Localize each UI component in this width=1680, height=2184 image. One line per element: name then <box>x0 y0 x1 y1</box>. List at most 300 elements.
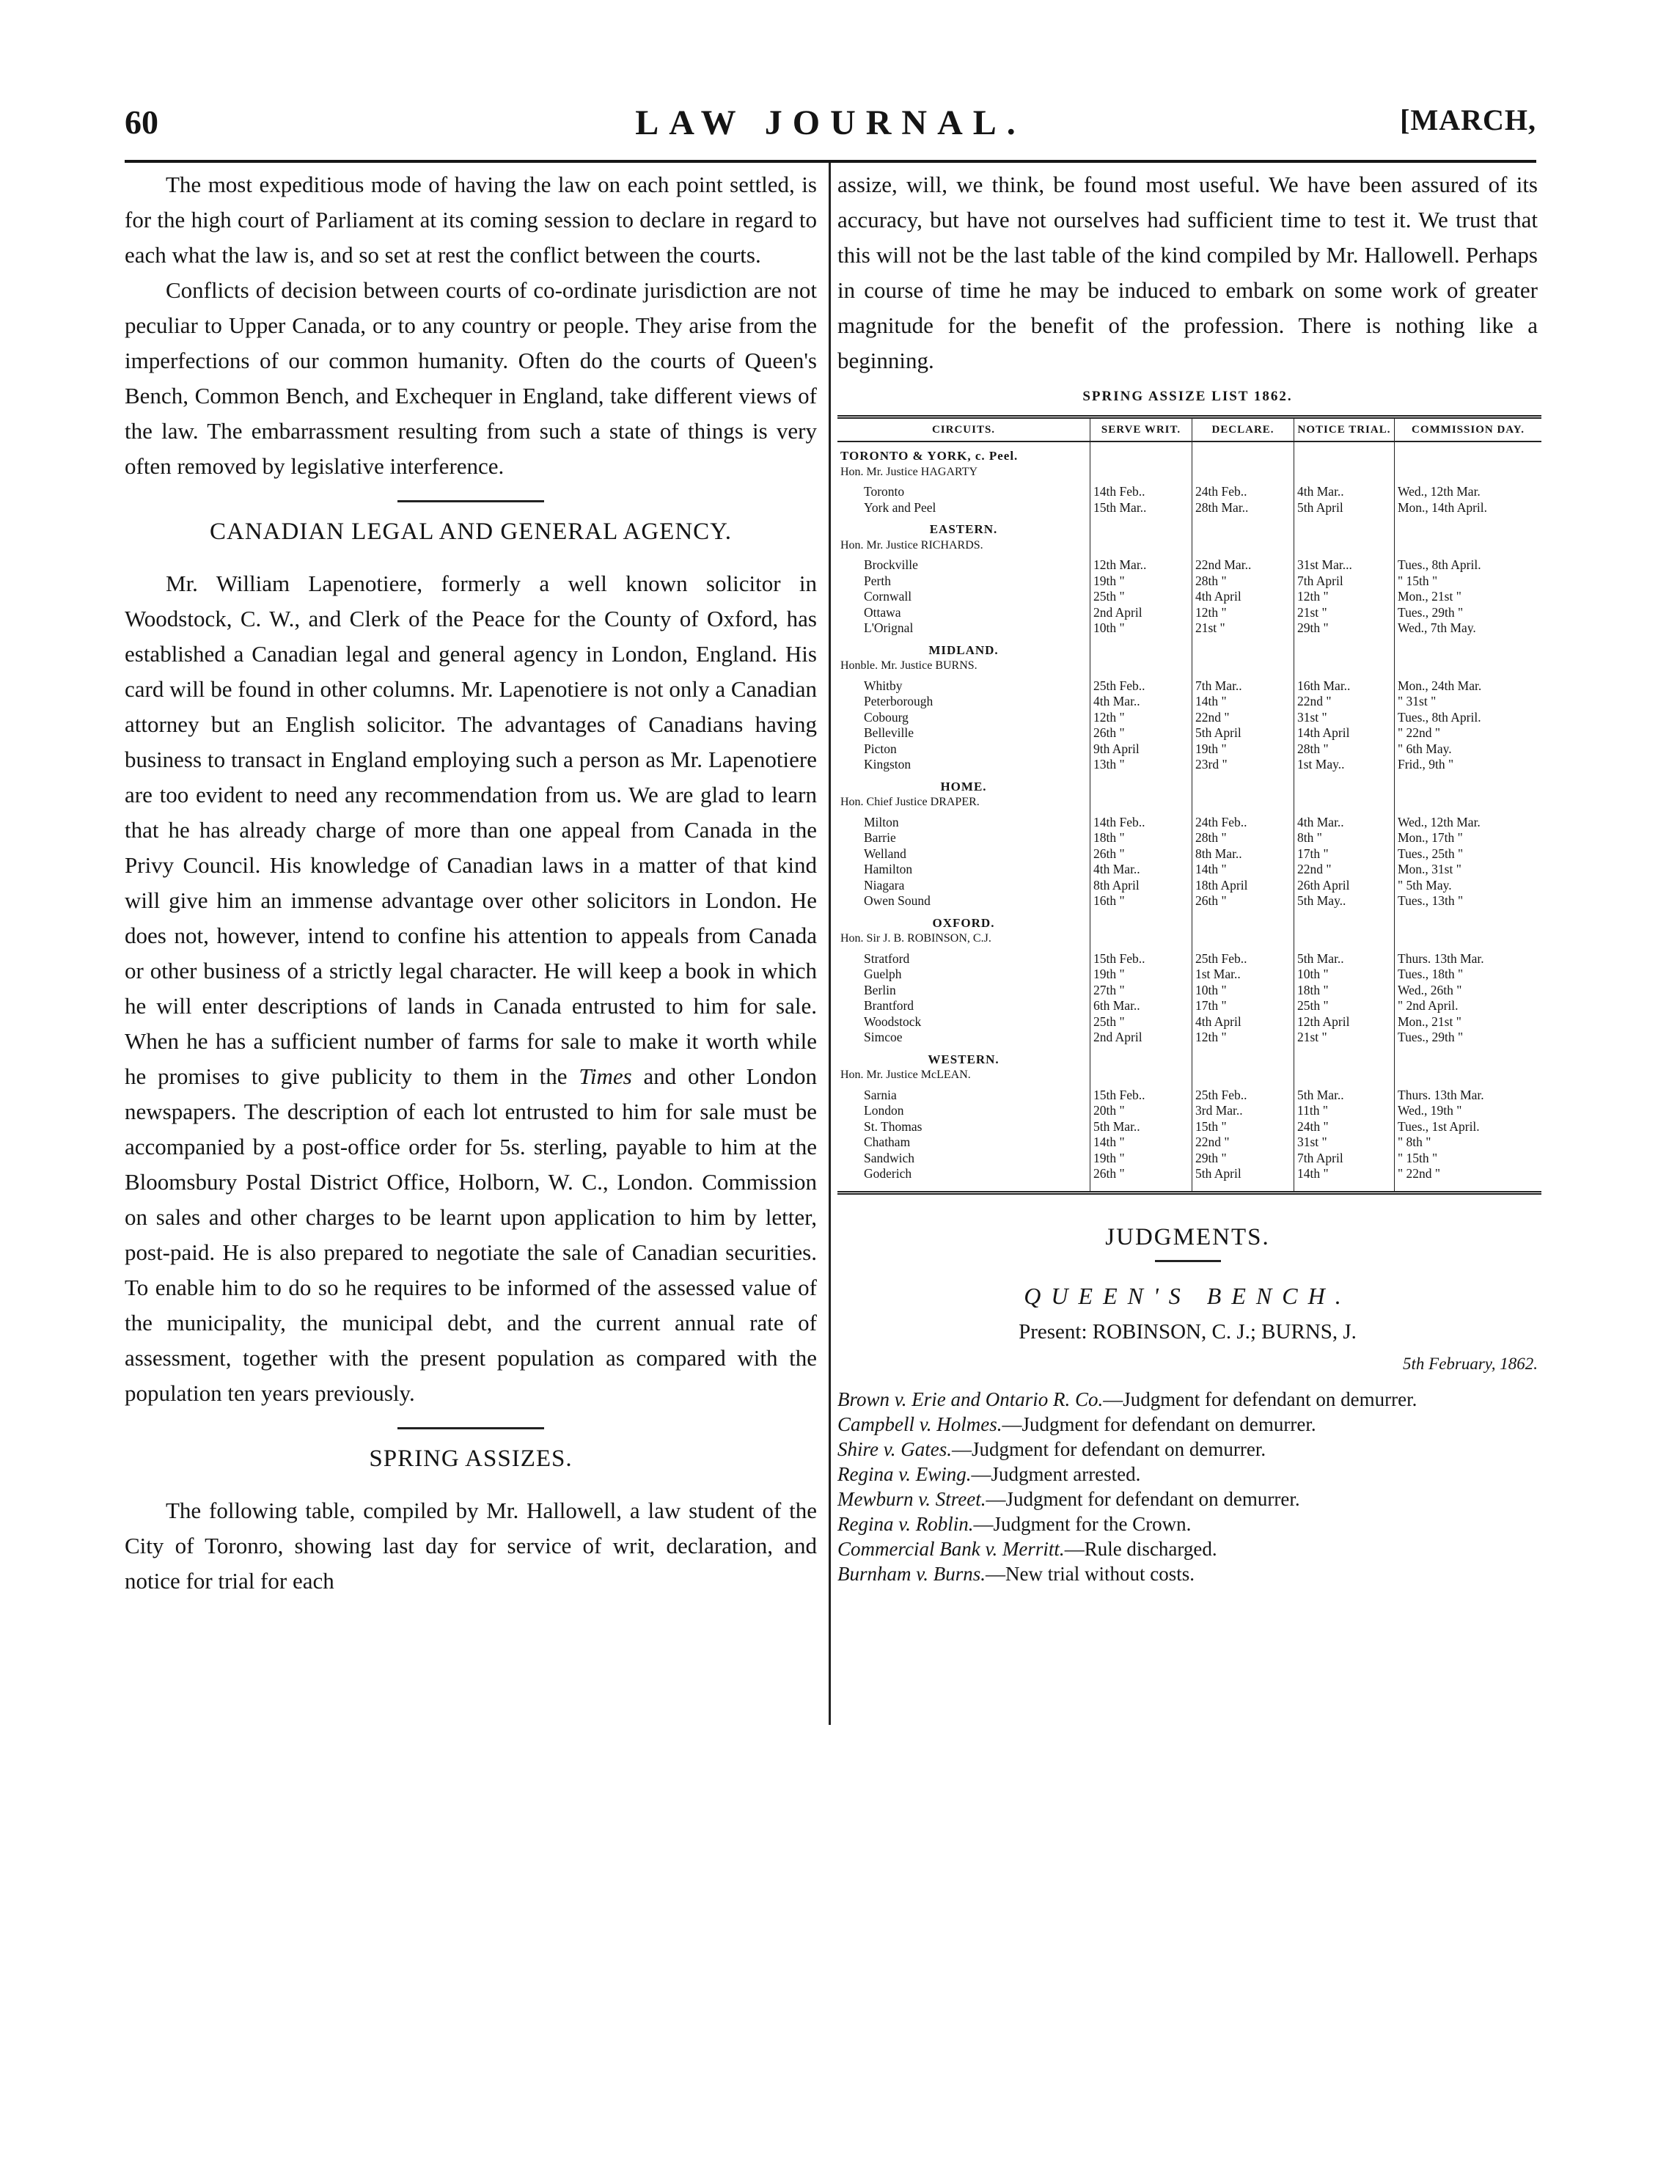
serve-writ-date: 25th " <box>1090 1014 1192 1030</box>
declare-date: 7th Mar.. <box>1192 678 1294 695</box>
table-row <box>837 757 1541 773</box>
empty-cell <box>1294 516 1395 538</box>
paragraph-assize-continued: assize, will, we think, be found most useful. We have been assured of its accuracy, but have not ourselves had sufficient time to test it. We trust that this will not be the last table of the kind compiled by Mr. Hallowell. Perhaps in course of time he may be induced to embark on some work of greater magnitude for the benefit of the profession. There is nothing like a beginning. <box>837 172 1538 373</box>
table-row <box>837 830 1541 846</box>
case-judgment: —Judgment for defendant on demurrer. <box>951 1437 1266 1460</box>
col-header-serve-writ: SERVE WRIT. <box>1090 417 1192 442</box>
table-row <box>837 710 1541 726</box>
serve-writ-date: 15th Feb.. <box>1090 951 1192 967</box>
town-name: Cobourg <box>864 709 909 725</box>
empty-cell <box>1395 441 1542 464</box>
empty-cell <box>1090 658 1192 678</box>
declare-date: 24th Feb.. <box>1192 484 1294 500</box>
declare-date: 12th " <box>1192 1030 1294 1046</box>
town-name: Niagara <box>864 877 905 893</box>
serve-writ-date: 20th " <box>1090 1103 1192 1119</box>
empty-cell <box>1090 773 1192 795</box>
list-item <box>837 1387 1538 1412</box>
serve-writ-date: 27th " <box>1090 983 1192 999</box>
journal-title: LAW JOURNAL. <box>635 103 1026 142</box>
list-item <box>837 1412 1538 1437</box>
notice-trial-date: 17th " <box>1294 846 1395 862</box>
empty-cell <box>1090 538 1192 558</box>
town-name: Peterborough <box>864 694 933 708</box>
serve-writ-date: 6th Mar.. <box>1090 998 1192 1014</box>
empty-cell <box>1192 773 1294 795</box>
circuit-name: EASTERN. <box>929 522 998 536</box>
town-name: Perth <box>864 573 891 588</box>
commission-day: " 15th " <box>1395 1151 1542 1167</box>
circuit-judge-row <box>837 1067 1541 1088</box>
commission-day: Mon., 31st " <box>1395 862 1542 878</box>
paragraph-agency <box>125 566 817 1411</box>
table-row <box>837 500 1541 516</box>
declare-date: 28th Mar.. <box>1192 500 1294 516</box>
case-judgment: —Judgment for the Crown. <box>973 1512 1192 1535</box>
table-row <box>837 878 1541 894</box>
circuit-judge: Hon. Sir J. B. ROBINSON, C.J. <box>840 932 991 945</box>
column-divider <box>829 163 831 1725</box>
town-name: Whitby <box>864 678 903 693</box>
table-row <box>837 967 1541 983</box>
circuit-judge: Hon. Chief Justice DRAPER. <box>840 796 980 808</box>
empty-cell <box>1294 909 1395 931</box>
notice-trial-date: 5th April <box>1294 500 1395 516</box>
case-name: Commercial Bank v. Merritt. <box>837 1537 1065 1560</box>
town-name: Ottawa <box>864 604 901 620</box>
notice-trial-date: 31st " <box>1294 1135 1395 1151</box>
declare-date: 5th April <box>1192 1166 1294 1182</box>
empty-cell <box>1395 538 1542 558</box>
declare-date: 22nd " <box>1192 710 1294 726</box>
table-header-row <box>837 417 1541 442</box>
serve-writ-date: 19th " <box>1090 967 1192 983</box>
town-name: Hamilton <box>864 862 913 876</box>
town-name: Goderich <box>864 1166 912 1181</box>
circuit-name: HOME. <box>940 779 987 794</box>
table-row <box>837 694 1541 710</box>
empty-cell <box>1294 931 1395 951</box>
town-name: Sarnia <box>864 1087 897 1102</box>
empty-cell <box>1090 931 1192 951</box>
serve-writ-date: 2nd April <box>1090 1030 1192 1046</box>
town-name: L'Orignal <box>864 620 914 635</box>
notice-trial-date: 18th " <box>1294 983 1395 999</box>
town-name: Belleville <box>864 725 914 740</box>
table-row <box>837 1119 1541 1135</box>
case-name: Regina v. Roblin. <box>837 1512 974 1535</box>
circuit-judge: Hon. Mr. Justice HAGARTY <box>840 465 978 478</box>
town-name: Barrie <box>864 830 896 845</box>
commission-day: Tues., 29th " <box>1395 1030 1542 1046</box>
assize-table-body <box>837 441 1541 1192</box>
case-list <box>837 1387 1538 1586</box>
paragraph-conflicts: Conflicts of decision between courts of co-ordinate jurisdiction are not peculiar to Upper Canada, or to any country or people. They arise from the imperfections of our common humanity. Often do the courts of Queen's Bench, Common Bench, and Exchequer in England, take different views of the law. The embarrassment resulting from such a state of things is very often removed by legislative interference. <box>125 277 817 479</box>
case-name: Burnham v. Burns. <box>837 1562 986 1585</box>
agency-text-b: and other London newspapers. The description of each lot entrusted to him for sale must be accompanied by a post-office order for 5s. sterling, payable to him at the Bloomsbury Postal District Office, Holborn, W. C., London. Commission on sales and other charges to be learnt upon application to him by letter, post-paid. He is also prepared to negotiate the sale of Canadian securities. To enable him to do so he requires to be informed of the assessed value of the municipality, the municipal debt, and the current annual rate of assessment, together with the present population as compared with the population ten years previously. <box>125 1063 818 1406</box>
agency-text-a: Mr. William Lapenotiere, formerly a well known solicitor in Woodstock, C. W., and Clerk of the Peace for the County of Oxford, has established a Canadian legal and general agency in London, England. His card will be found in other columns. Mr. Lapenotiere is not only a Canadian attorney but an English solicitor. The advantages of Canadians having business to transact in England employing such a person as Mr. Lapenotiere are too evident to need any recommendation from us. We are glad to learn that he has already charge of more than one appeal from Canada in the Privy Council. His knowledge of Canadian laws in a matter of that kind will give him an immense advantage over other solicitors in London. He does not, however, intend to confine his attention to appeals from Canada or other business of a strictly legal character. He will keep a book in which he will enter descriptions of lands in Canada entrusted to him for sale. When he has a sufficient number of farms for sale to make it worth while he promises to give publicity to them in the <box>125 571 817 1089</box>
empty-cell <box>1294 1182 1395 1193</box>
empty-cell <box>1090 516 1192 538</box>
case-judgment: —Judgment for defendant on demurrer. <box>1002 1412 1316 1435</box>
notice-trial-date: 11th " <box>1294 1103 1395 1119</box>
serve-writ-date: 16th " <box>1090 893 1192 909</box>
empty-cell <box>1192 1182 1294 1193</box>
list-item <box>837 1437 1538 1462</box>
empty-cell <box>1294 464 1395 485</box>
assize-table-title: SPRING ASSIZE LIST 1862. <box>1082 389 1293 404</box>
declare-date: 18th April <box>1192 878 1294 894</box>
declare-date: 14th " <box>1192 862 1294 878</box>
notice-trial-date: 22nd " <box>1294 694 1395 710</box>
empty-cell <box>1395 516 1542 538</box>
table-row <box>837 951 1541 967</box>
notice-trial-date: 21st " <box>1294 1030 1395 1046</box>
empty-cell <box>1090 637 1192 659</box>
notice-trial-date: 24th " <box>1294 1119 1395 1135</box>
circuit-judge: Hon. Mr. Justice RICHARDS. <box>840 538 983 552</box>
notice-trial-date: 4th Mar.. <box>1294 815 1395 831</box>
empty-cell <box>837 1182 1090 1193</box>
commission-day: Mon., 17th " <box>1395 830 1542 846</box>
empty-cell <box>1294 441 1395 464</box>
town-name: Woodstock <box>864 1014 922 1029</box>
serve-writ-date: 9th April <box>1090 741 1192 758</box>
serve-writ-date: 10th " <box>1090 620 1192 637</box>
serve-writ-date: 26th " <box>1090 1166 1192 1182</box>
circuit-judge: Hon. Mr. Justice McLEAN. <box>840 1069 971 1081</box>
empty-cell <box>1395 637 1542 659</box>
table-row <box>837 741 1541 758</box>
declare-date: 4th April <box>1192 589 1294 605</box>
empty-cell <box>1395 1182 1542 1193</box>
empty-cell <box>1294 1046 1395 1068</box>
commission-day: " 22nd " <box>1395 1166 1542 1182</box>
town-name: Cornwall <box>864 589 912 604</box>
commission-day: Thurs. 13th Mar. <box>1395 951 1542 967</box>
notice-trial-date: 31st " <box>1294 710 1395 726</box>
empty-cell <box>1192 464 1294 485</box>
section-rule <box>397 500 544 502</box>
table-row <box>837 574 1541 590</box>
serve-writ-date: 2nd April <box>1090 605 1192 621</box>
commission-day: Tues., 29th " <box>1395 605 1542 621</box>
empty-cell <box>1294 794 1395 815</box>
case-judgment: —Rule discharged. <box>1064 1537 1217 1560</box>
notice-trial-date: 7th April <box>1294 1151 1395 1167</box>
notice-trial-date: 29th " <box>1294 620 1395 637</box>
table-row <box>837 620 1541 637</box>
right-column <box>837 167 1538 1586</box>
notice-trial-date: 4th Mar.. <box>1294 484 1395 500</box>
empty-cell <box>1090 1067 1192 1088</box>
judgments-rule <box>1155 1260 1221 1262</box>
commission-day: " 22nd " <box>1395 725 1542 741</box>
notice-trial-date: 22nd " <box>1294 862 1395 878</box>
commission-day: Tues., 8th April. <box>1395 557 1542 574</box>
header-month: [MARCH, <box>1400 103 1536 136</box>
notice-trial-date: 14th April <box>1294 725 1395 741</box>
assize-table <box>837 415 1541 1195</box>
declare-date: 21st " <box>1192 620 1294 637</box>
empty-cell <box>1192 1046 1294 1068</box>
circuit-judge-row <box>837 658 1541 678</box>
empty-cell <box>1395 1046 1542 1068</box>
empty-cell <box>1192 637 1294 659</box>
empty-cell <box>1294 637 1395 659</box>
commission-day: " 31st " <box>1395 694 1542 710</box>
notice-trial-date: 12th April <box>1294 1014 1395 1030</box>
declare-date: 15th " <box>1192 1119 1294 1135</box>
declare-date: 19th " <box>1192 741 1294 758</box>
serve-writ-date: 14th Feb.. <box>1090 484 1192 500</box>
judgments-heading: JUDGMENTS. <box>1105 1223 1270 1250</box>
table-row <box>837 605 1541 621</box>
left-column <box>125 167 817 1599</box>
commission-day: Tues., 25th " <box>1395 846 1542 862</box>
town-name: St. Thomas <box>864 1118 922 1134</box>
table-row <box>837 998 1541 1014</box>
page-header <box>125 103 1536 154</box>
empty-cell <box>1395 1067 1542 1088</box>
empty-cell <box>1395 794 1542 815</box>
list-item <box>837 1561 1538 1586</box>
table-row <box>837 862 1541 878</box>
page-number: 60 <box>125 103 158 141</box>
circuit-heading-row <box>837 773 1541 795</box>
serve-writ-date: 14th " <box>1090 1135 1192 1151</box>
declare-date: 23rd " <box>1192 757 1294 773</box>
table-spacer-row <box>837 1182 1541 1193</box>
empty-cell <box>1192 538 1294 558</box>
empty-cell <box>1294 773 1395 795</box>
declare-date: 1st Mar.. <box>1192 967 1294 983</box>
serve-writ-date: 14th Feb.. <box>1090 815 1192 831</box>
case-name: Mewburn v. Street. <box>837 1487 986 1510</box>
circuit-heading-row <box>837 516 1541 538</box>
serve-writ-date: 4th Mar.. <box>1090 862 1192 878</box>
town-name: Sandwich <box>864 1150 915 1165</box>
table-row <box>837 893 1541 909</box>
declare-date: 10th " <box>1192 983 1294 999</box>
notice-trial-date: 28th " <box>1294 741 1395 758</box>
declare-date: 28th " <box>1192 574 1294 590</box>
case-judgment: —Judgment arrested. <box>971 1462 1141 1485</box>
table-row <box>837 484 1541 500</box>
table-row <box>837 678 1541 695</box>
empty-cell <box>1090 441 1192 464</box>
commission-day: Wed., 12th Mar. <box>1395 484 1542 500</box>
commission-day: Wed., 26th " <box>1395 983 1542 999</box>
commission-day: Tues., 1st April. <box>1395 1119 1542 1135</box>
serve-writ-date: 8th April <box>1090 878 1192 894</box>
table-row <box>837 983 1541 999</box>
commission-day: Wed., 7th May. <box>1395 620 1542 637</box>
case-name: Brown v. Erie and Ontario R. Co. <box>837 1388 1104 1410</box>
list-item <box>837 1536 1538 1561</box>
col-header-declare: DECLARE. <box>1192 417 1294 442</box>
section-rule <box>397 1427 544 1429</box>
empty-cell <box>1192 909 1294 931</box>
case-judgment: —Judgment for defendant on demurrer. <box>986 1487 1300 1510</box>
table-row <box>837 725 1541 741</box>
empty-cell <box>1395 909 1542 931</box>
empty-cell <box>1294 538 1395 558</box>
circuit-judge-row <box>837 794 1541 815</box>
notice-trial-date: 21st " <box>1294 605 1395 621</box>
declare-date: 3rd Mar.. <box>1192 1103 1294 1119</box>
town-name: Stratford <box>864 950 910 966</box>
commission-day: " 6th May. <box>1395 741 1542 758</box>
case-judgment: —New trial without costs. <box>986 1562 1195 1585</box>
empty-cell <box>1090 909 1192 931</box>
circuit-name: WESTERN. <box>928 1052 999 1066</box>
empty-cell <box>1192 931 1294 951</box>
circuit-heading-row <box>837 1046 1541 1068</box>
col-header-commission-day: COMMISSION DAY. <box>1395 417 1542 442</box>
assizes-heading: SPRING ASSIZES. <box>369 1445 573 1472</box>
declare-date: 29th " <box>1192 1151 1294 1167</box>
notice-trial-date: 5th Mar.. <box>1294 951 1395 967</box>
declare-date: 24th Feb.. <box>1192 815 1294 831</box>
declare-date: 14th " <box>1192 694 1294 710</box>
table-row <box>837 846 1541 862</box>
table-row <box>837 1030 1541 1046</box>
empty-cell <box>1192 516 1294 538</box>
notice-trial-date: 14th " <box>1294 1166 1395 1182</box>
col-header-notice-trial: NOTICE TRIAL. <box>1294 417 1395 442</box>
town-name: Chatham <box>864 1135 911 1149</box>
table-row <box>837 557 1541 574</box>
table-row <box>837 1014 1541 1030</box>
notice-trial-date: 16th Mar.. <box>1294 678 1395 695</box>
serve-writ-date: 12th " <box>1090 710 1192 726</box>
town-name: Kingston <box>864 757 911 772</box>
serve-writ-date: 19th " <box>1090 574 1192 590</box>
circuit-judge-row <box>837 538 1541 558</box>
declare-date: 28th " <box>1192 830 1294 846</box>
circuit-judge-row <box>837 931 1541 951</box>
table-row <box>837 1166 1541 1182</box>
notice-trial-date: 7th April <box>1294 574 1395 590</box>
paragraph-assizes: The following table, compiled by Mr. Hallowell, a law student of the City of Toronro, showing last day for service of writ, declaration, and notice for trial for each <box>125 1498 817 1594</box>
list-item <box>837 1511 1538 1536</box>
paragraph-expeditious: The most expeditious mode of having the law on each point settled, is for the high court of Parliament at its coming session to declare in regard to each what the law is, and so set at rest the conflict between the courts. <box>125 172 817 268</box>
list-item <box>837 1487 1538 1511</box>
empty-cell <box>1192 441 1294 464</box>
present-judges: Present: ROBINSON, C. J.; BURNS, J. <box>1019 1319 1357 1344</box>
circuit-judge-row <box>837 464 1541 485</box>
declare-date: 22nd " <box>1192 1135 1294 1151</box>
times-newspaper: Times <box>579 1063 632 1089</box>
commission-day: Tues., 13th " <box>1395 893 1542 909</box>
serve-writ-date: 19th " <box>1090 1151 1192 1167</box>
notice-trial-date: 12th " <box>1294 589 1395 605</box>
declare-date: 17th " <box>1192 998 1294 1014</box>
commission-day: Thurs. 13th Mar. <box>1395 1088 1542 1104</box>
list-item <box>837 1462 1538 1487</box>
empty-cell <box>1090 464 1192 485</box>
town-name: Welland <box>864 846 906 861</box>
empty-cell <box>1395 931 1542 951</box>
notice-trial-date: 1st May.. <box>1294 757 1395 773</box>
commission-day: " 8th " <box>1395 1135 1542 1151</box>
agency-heading: CANADIAN LEGAL AND GENERAL AGENCY. <box>210 518 732 545</box>
case-name: Regina v. Ewing. <box>837 1462 972 1485</box>
case-judgment: —Judgment for defendant on demurrer. <box>1103 1388 1417 1410</box>
col-header-circuits: CIRCUITS. <box>837 417 1090 442</box>
circuit-name: TORONTO & YORK, c. Peel. <box>840 449 1019 463</box>
commission-day: " 5th May. <box>1395 878 1542 894</box>
notice-trial-date: 10th " <box>1294 967 1395 983</box>
commission-day: " 2nd April. <box>1395 998 1542 1014</box>
declare-date: 22nd Mar.. <box>1192 557 1294 574</box>
serve-writ-date: 25th Feb.. <box>1090 678 1192 695</box>
judgment-date: 5th February, 1862. <box>1403 1354 1538 1373</box>
commission-day: Wed., 12th Mar. <box>1395 815 1542 831</box>
serve-writ-date: 18th " <box>1090 830 1192 846</box>
table-row <box>837 1088 1541 1104</box>
circuit-heading-row <box>837 637 1541 659</box>
town-name: Berlin <box>864 982 896 997</box>
commission-day: Mon., 24th Mar. <box>1395 678 1542 695</box>
empty-cell <box>1395 658 1542 678</box>
serve-writ-date: 25th " <box>1090 589 1192 605</box>
town-name: Toronto <box>864 484 905 499</box>
serve-writ-date: 15th Mar.. <box>1090 500 1192 516</box>
town-name: Owen Sound <box>864 893 931 908</box>
declare-date: 4th April <box>1192 1014 1294 1030</box>
circuit-heading-row <box>837 909 1541 931</box>
table-row <box>837 1103 1541 1119</box>
declare-date: 26th " <box>1192 893 1294 909</box>
empty-cell <box>1192 794 1294 815</box>
declare-date: 8th Mar.. <box>1192 846 1294 862</box>
empty-cell <box>1090 1182 1192 1193</box>
table-row <box>837 1135 1541 1151</box>
empty-cell <box>1090 1046 1192 1068</box>
circuit-name: MIDLAND. <box>928 642 999 657</box>
notice-trial-date: 8th " <box>1294 830 1395 846</box>
serve-writ-date: 15th Feb.. <box>1090 1088 1192 1104</box>
notice-trial-date: 5th May.. <box>1294 893 1395 909</box>
empty-cell <box>1294 658 1395 678</box>
notice-trial-date: 25th " <box>1294 998 1395 1014</box>
serve-writ-date: 26th " <box>1090 725 1192 741</box>
town-name: Picton <box>864 741 897 756</box>
circuit-name: OXFORD. <box>932 915 995 930</box>
commission-day: Tues., 18th " <box>1395 967 1542 983</box>
circuit-judge: Honble. Mr. Justice BURNS. <box>840 659 977 672</box>
declare-date: 25th Feb.. <box>1192 951 1294 967</box>
commission-day: Frid., 9th " <box>1395 757 1542 773</box>
notice-trial-date: 5th Mar.. <box>1294 1088 1395 1104</box>
table-row <box>837 815 1541 831</box>
case-name: Shire v. Gates. <box>837 1437 952 1460</box>
empty-cell <box>1192 1067 1294 1088</box>
court-name: QUEEN'S BENCH. <box>1024 1282 1351 1309</box>
town-name: Brockville <box>864 557 918 572</box>
serve-writ-date: 5th Mar.. <box>1090 1119 1192 1135</box>
notice-trial-date: 31st Mar... <box>1294 557 1395 574</box>
table-row <box>837 589 1541 605</box>
town-name: Simcoe <box>864 1030 903 1044</box>
empty-cell <box>1090 794 1192 815</box>
serve-writ-date: 4th Mar.. <box>1090 694 1192 710</box>
town-name: Milton <box>864 814 899 829</box>
declare-date: 5th April <box>1192 725 1294 741</box>
empty-cell <box>1192 658 1294 678</box>
